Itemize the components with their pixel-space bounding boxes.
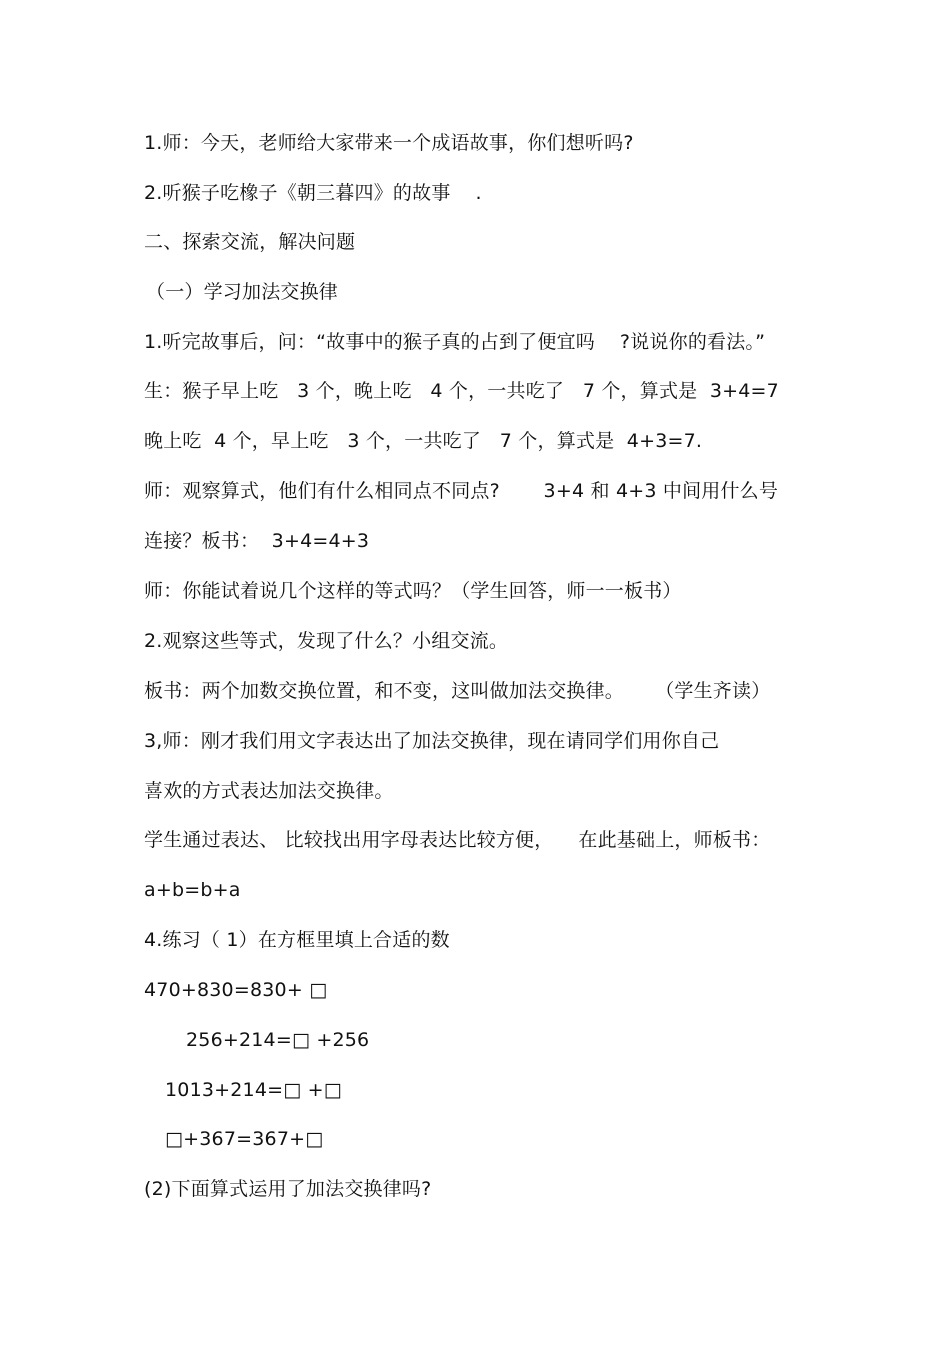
text-line-2: 2.听猴子吃橡子《朝三暮四》的故事 . bbox=[144, 182, 482, 204]
text-line-11: 2.观察这些等式，发现了什么？小组交流。 bbox=[144, 630, 509, 652]
text-line-6: 生：猴子早上吃 3 个，晚上吃 4 个，一共吃了 7 个，算式是 3+4=7 bbox=[144, 380, 779, 402]
text-line-12: 板书：两个加数交换位置，和不变，这叫做加法交换律。 （学生齐读） bbox=[144, 680, 771, 702]
exercise-item-2: 256+214=□ +256 bbox=[186, 1029, 370, 1051]
exercise-item-4: □+367=367+□ bbox=[165, 1128, 324, 1150]
exercise-item-3: 1013+214=□ +□ bbox=[165, 1079, 342, 1101]
text-line-9: 连接？板书： 3+4=4+3 bbox=[144, 530, 370, 552]
exercise-item-1: 470+830=830+ □ bbox=[144, 979, 328, 1001]
exercise-question-2: (2)下面算式运用了加法交换律吗? bbox=[144, 1178, 432, 1200]
text-line-14: 喜欢的方式表达加法交换律。 bbox=[144, 780, 394, 802]
text-line-13: 3,师：刚才我们用文字表达出了加法交换律，现在请同学们用你自己 bbox=[144, 730, 720, 752]
text-line-7: 晚上吃 4 个，早上吃 3 个，一共吃了 7 个，算式是 4+3=7. bbox=[144, 430, 703, 452]
text-line-15: 学生通过表达、 比较找出用字母表达比较方便， 在此基础上，师板书： bbox=[144, 829, 771, 851]
text-line-8: 师：观察算式，他们有什么相同点不同点? 3+4 和 4+3 中间用什么号 bbox=[144, 480, 779, 502]
section-heading: 二、探索交流，解决问题 bbox=[144, 231, 356, 253]
formula-line: a+b=b+a bbox=[144, 879, 241, 901]
text-line-1: 1.师：今天，老师给大家带来一个成语故事，你们想听吗? bbox=[144, 132, 634, 154]
text-line-5: 1.听完故事后，问：“故事中的猴子真的占到了便宜吗 ?说说你的看法。” bbox=[144, 331, 766, 353]
exercise-heading: 4.练习（ 1）在方框里填上合适的数 bbox=[144, 929, 450, 951]
subsection-heading: （一）学习加法交换律 bbox=[146, 281, 339, 303]
text-line-10: 师：你能试着说几个这样的等式吗？（学生回答，师一一板书） bbox=[144, 580, 682, 602]
